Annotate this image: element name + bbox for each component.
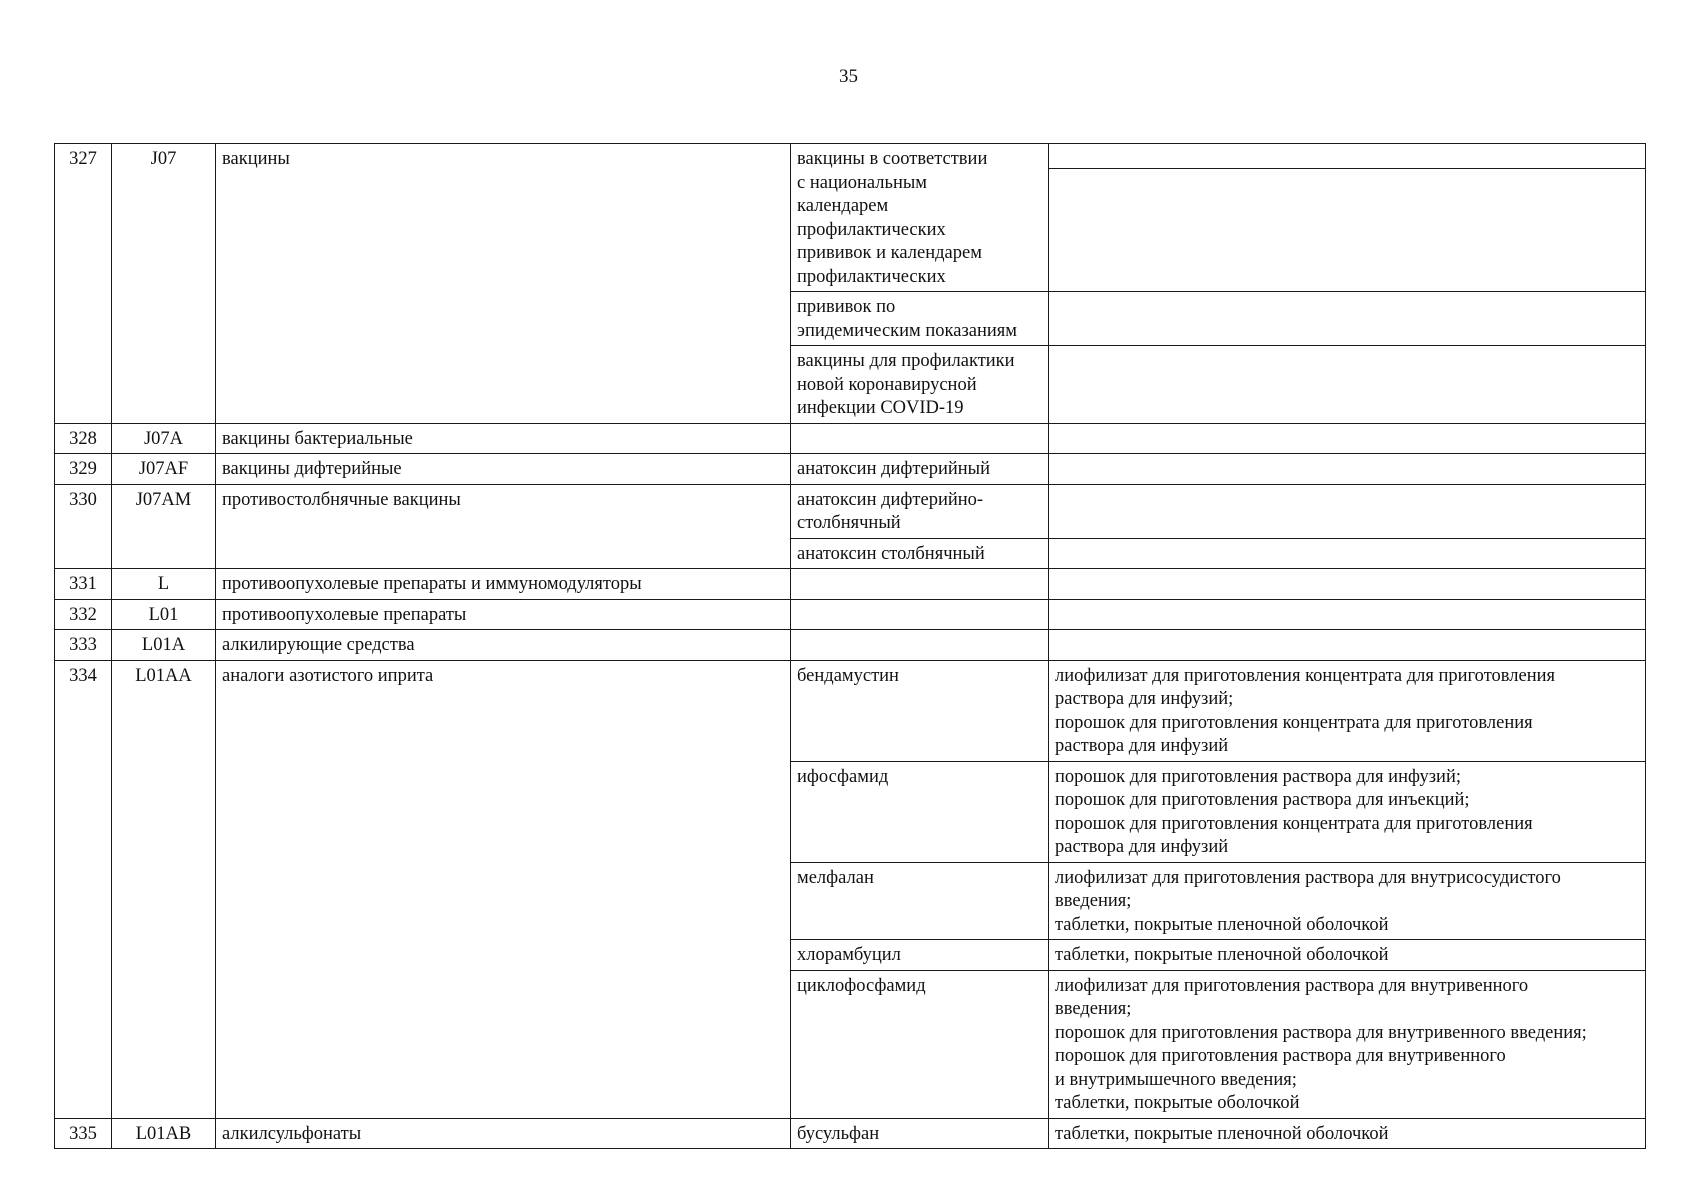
page-number: 35	[839, 66, 858, 87]
dosage-form: порошок для приготовления раствора для инфузий; порошок для приготовления раствора для инъекций; порошок для приготовления концентрата для приготовления раствора для инфузий	[1049, 761, 1646, 862]
table-row	[55, 660, 1646, 761]
dosage-form: таблетки, покрытые пленочной оболочкой	[1049, 1118, 1646, 1149]
dosage-form	[1049, 569, 1646, 600]
dosage-form	[1049, 630, 1646, 661]
medicine-name: циклофосфамид	[791, 970, 1049, 1118]
medicine-name: анатоксин дифтерийно- столбнячный	[791, 484, 1049, 538]
table-row	[55, 599, 1646, 630]
dosage-form	[1049, 423, 1646, 454]
row-number: 331	[55, 569, 112, 600]
row-number: 327	[55, 144, 112, 424]
anatomical-group: вакцины	[216, 144, 791, 424]
dosage-form	[1049, 454, 1646, 485]
row-number: 332	[55, 599, 112, 630]
atc-code: J07AM	[112, 484, 216, 569]
atc-code: L01	[112, 599, 216, 630]
medicine-name: вакцины для профилактики новой коронавирусной инфекции COVID-19	[791, 346, 1049, 424]
medicine-name: анатоксин столбнячный	[791, 538, 1049, 569]
table-row	[55, 569, 1646, 600]
medicines-table	[54, 143, 1646, 1149]
anatomical-group: противостолбнячные вакцины	[216, 484, 791, 569]
medicine-name: бусульфан	[791, 1118, 1049, 1149]
medicine-name: прививок по эпидемическим показаниям	[791, 292, 1049, 346]
dosage-form: лиофилизат для приготовления раствора для внутривенного введения; порошок для приготовления раствора для внутривенного введения; порошок для приготовления раствора для внутривенного и внутримышечного введения; таблетки, покрытые оболочкой	[1049, 970, 1646, 1118]
medicine-name	[791, 569, 1049, 600]
row-number: 333	[55, 630, 112, 661]
anatomical-group: аналоги азотистого иприта	[216, 660, 791, 1118]
anatomical-group: алкилсульфонаты	[216, 1118, 791, 1149]
row-number: 328	[55, 423, 112, 454]
dosage-form: лиофилизат для приготовления раствора для внутрисосудистого введения; таблетки, покрытые пленочной оболочкой	[1049, 862, 1646, 940]
dosage-form	[1049, 292, 1646, 346]
row-number: 334	[55, 660, 112, 1118]
atc-code: J07	[112, 144, 216, 424]
dosage-form	[1049, 599, 1646, 630]
atc-code: J07A	[112, 423, 216, 454]
anatomical-group: вакцины дифтерийные	[216, 454, 791, 485]
dosage-form	[1049, 346, 1646, 424]
table-row	[55, 1118, 1646, 1149]
table-row	[55, 423, 1646, 454]
medicine-name: мелфалан	[791, 862, 1049, 940]
medicine-name: хлорамбуцил	[791, 940, 1049, 971]
anatomical-group: алкилирующие средства	[216, 630, 791, 661]
atc-code: L01AA	[112, 660, 216, 1118]
table-row	[55, 144, 1646, 169]
table-row	[55, 484, 1646, 538]
dosage-form	[1049, 538, 1646, 569]
anatomical-group: противоопухолевые препараты и иммуномодуляторы	[216, 569, 791, 600]
medicine-name: вакцины в соответствии с национальным календарем профилактических прививок и календарем профилактических	[791, 144, 1049, 292]
medicine-name	[791, 630, 1049, 661]
anatomical-group: вакцины бактериальные	[216, 423, 791, 454]
dosage-form	[1049, 169, 1646, 292]
dosage-form: таблетки, покрытые пленочной оболочкой	[1049, 940, 1646, 971]
medicine-name: ифосфамид	[791, 761, 1049, 862]
medicine-name: анатоксин дифтерийный	[791, 454, 1049, 485]
atc-code: J07AF	[112, 454, 216, 485]
dosage-form	[1049, 484, 1646, 538]
row-number: 335	[55, 1118, 112, 1149]
atc-code: L01A	[112, 630, 216, 661]
anatomical-group: противоопухолевые препараты	[216, 599, 791, 630]
row-number: 329	[55, 454, 112, 485]
medicine-name	[791, 599, 1049, 630]
atc-code: L	[112, 569, 216, 600]
medicine-name	[791, 423, 1049, 454]
dosage-form	[1049, 144, 1646, 169]
atc-code: L01AB	[112, 1118, 216, 1149]
medicine-name: бендамустин	[791, 660, 1049, 761]
table-row	[55, 630, 1646, 661]
table-row	[55, 454, 1646, 485]
dosage-form: лиофилизат для приготовления концентрата для приготовления раствора для инфузий; порошок для приготовления концентрата для приготовления раствора для инфузий	[1049, 660, 1646, 761]
row-number: 330	[55, 484, 112, 569]
